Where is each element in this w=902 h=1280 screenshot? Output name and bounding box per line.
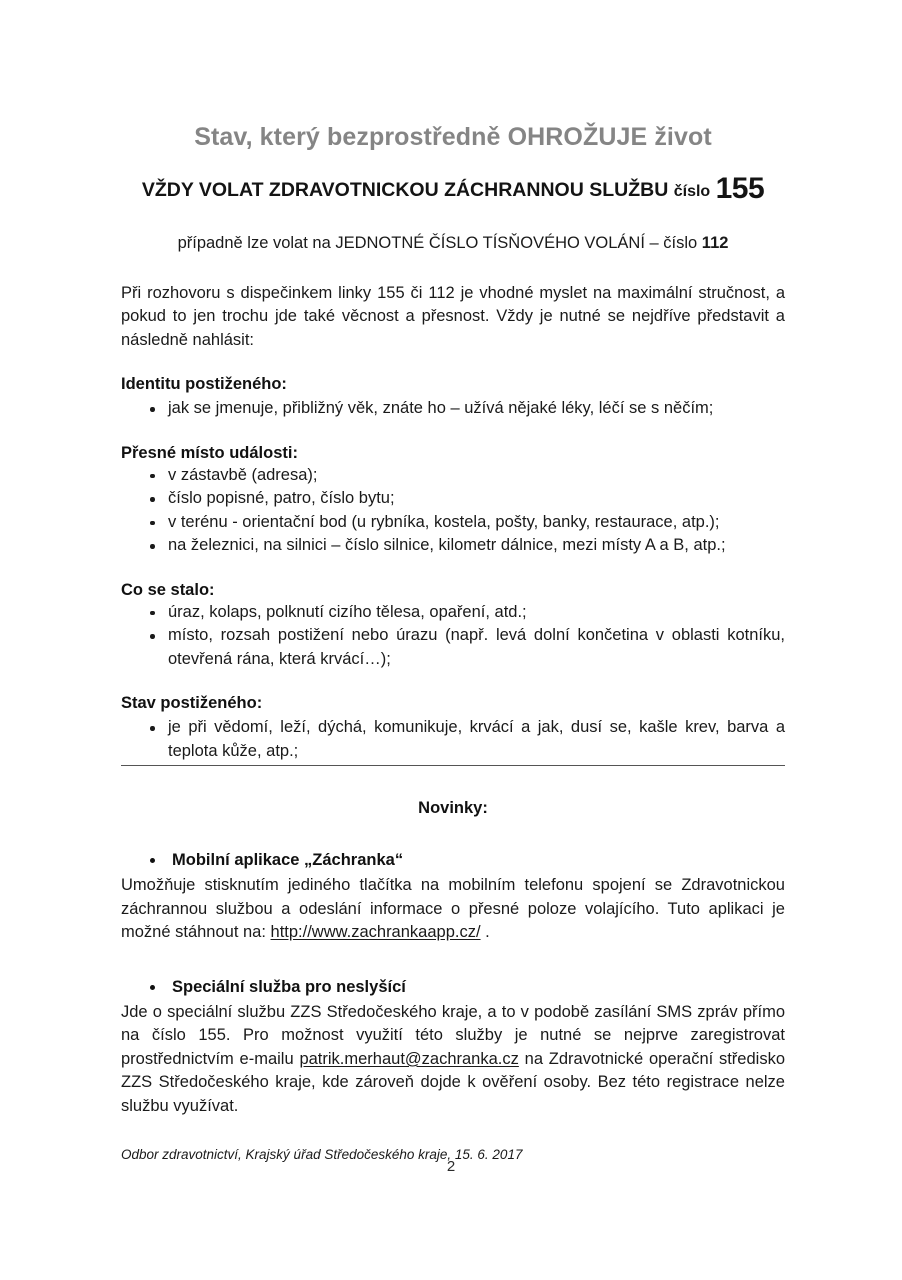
emergency-number-headline: [121, 153, 785, 207]
section-list-identity: [121, 397, 785, 421]
list-item: v zástavbě (adresa);: [121, 464, 785, 488]
list-item: je při vědomí, leží, dýchá, komunikuje, krvácí a jak, dusí se, kašle krev, barva a teplota kůže, atp.;: [121, 716, 785, 763]
list-item: v terénu - orientační bod (u rybníka, kostela, pošty, banky, restaurace, atp.);: [121, 511, 785, 535]
page-number: 2: [446, 1158, 456, 1175]
list-item: číslo popisné, patro, číslo bytu;: [121, 487, 785, 511]
section-list-location: [121, 464, 785, 558]
emergency-number-headline-text: VŽDY VOLAT ZDRAVOTNICKOU ZÁCHRANNOU SLUŽBU: [141, 179, 674, 202]
intro-paragraph: Při rozhovoru s dispečinkem linky 155 či 112 je vhodné myslet na maximální stručnost, a pokud to jen trochu jde také věcnost a přesnost. Vždy je nutné se nejdříve představit a následně nahlásit:: [121, 283, 785, 349]
news-item-body-deaf-service: [121, 998, 785, 1119]
news-item-heading-deaf-service: Speciální služba pro neslyšící: [121, 945, 785, 998]
section-heading-condition: Stav postiženého:: [121, 694, 263, 713]
section-heading-what-happened: Co se stalo:: [121, 580, 215, 599]
contact-email-link[interactable]: patrik.merhaut@zachranka.cz: [299, 1049, 519, 1068]
section-heading-identity: Identitu postiženého:: [121, 375, 287, 394]
section-list-condition: [121, 716, 785, 763]
news-body-text-after: .: [480, 923, 490, 941]
footer-attribution: Odbor zdravotnictví, Krajský úřad Středočeského kraje, 15. 6. 2017: [121, 1147, 523, 1162]
page-title: Stav, který bezprostředně OHROŽUJE život: [194, 123, 712, 151]
section-list-what-happened: [121, 601, 785, 672]
news-body-text: Jde o speciální službu ZZS Středočeského kraje, a to v podobě zasílání SMS zpráv přímo na číslo 155. Pro možnost využití této služby je nutné se nejprve zaregistrovat prostřednictvím e-mailu: [121, 1002, 785, 1068]
list-item: na železnici, na silnici – číslo silnice, kilometr dálnice, mezi místy A a B, atp.;: [121, 534, 785, 558]
news-body-text: Umožňuje stisknutím jediného tlačítka na mobilním telefonu spojení se Zdravotnickou záchrannou službou a odeslání informace o přesné poloze volajícího. Tuto aplikaci je možné stáhnout na:: [121, 876, 785, 941]
document-content: [121, 0, 785, 763]
emergency-number-label: číslo: [673, 183, 711, 201]
emergency-number-value: 155: [715, 172, 765, 206]
alternate-number-text: případně lze volat na JEDNOTNÉ ČÍSLO TÍSŇOVÉHO VOLÁNÍ – číslo: [177, 234, 702, 253]
news-section-title: Novinky:: [418, 799, 488, 817]
list-item: úraz, kolaps, polknutí cizího tělesa, opaření, atd.;: [121, 601, 785, 625]
news-section: [121, 765, 785, 1164]
alternate-number-value: 112: [701, 234, 729, 253]
news-item-heading-zachranka: Mobilní aplikace „Záchranka“: [121, 818, 785, 871]
section-heading-location: Přesné místo události:: [121, 443, 298, 462]
alternate-number-line: [121, 207, 785, 254]
news-body-text-after: na Zdravotnické operační středisko ZZS Středočeského kraje, kde zároveň dojde k ověření osoby. Bez této registrace nelze službu využívat.: [121, 1049, 785, 1115]
list-item: místo, rozsah postižení nebo úrazu (např. levá dolní končetina v oblasti kotníku, otevřená rána, která krvácí…);: [121, 624, 785, 671]
zachranka-app-url-link[interactable]: http://www.zachrankaapp.cz/: [270, 923, 481, 941]
news-item-body-zachranka: [121, 871, 785, 945]
list-item: jak se jmenuje, přibližný věk, znáte ho – užívá nějaké léky, léčí se s něčím;: [121, 397, 785, 421]
